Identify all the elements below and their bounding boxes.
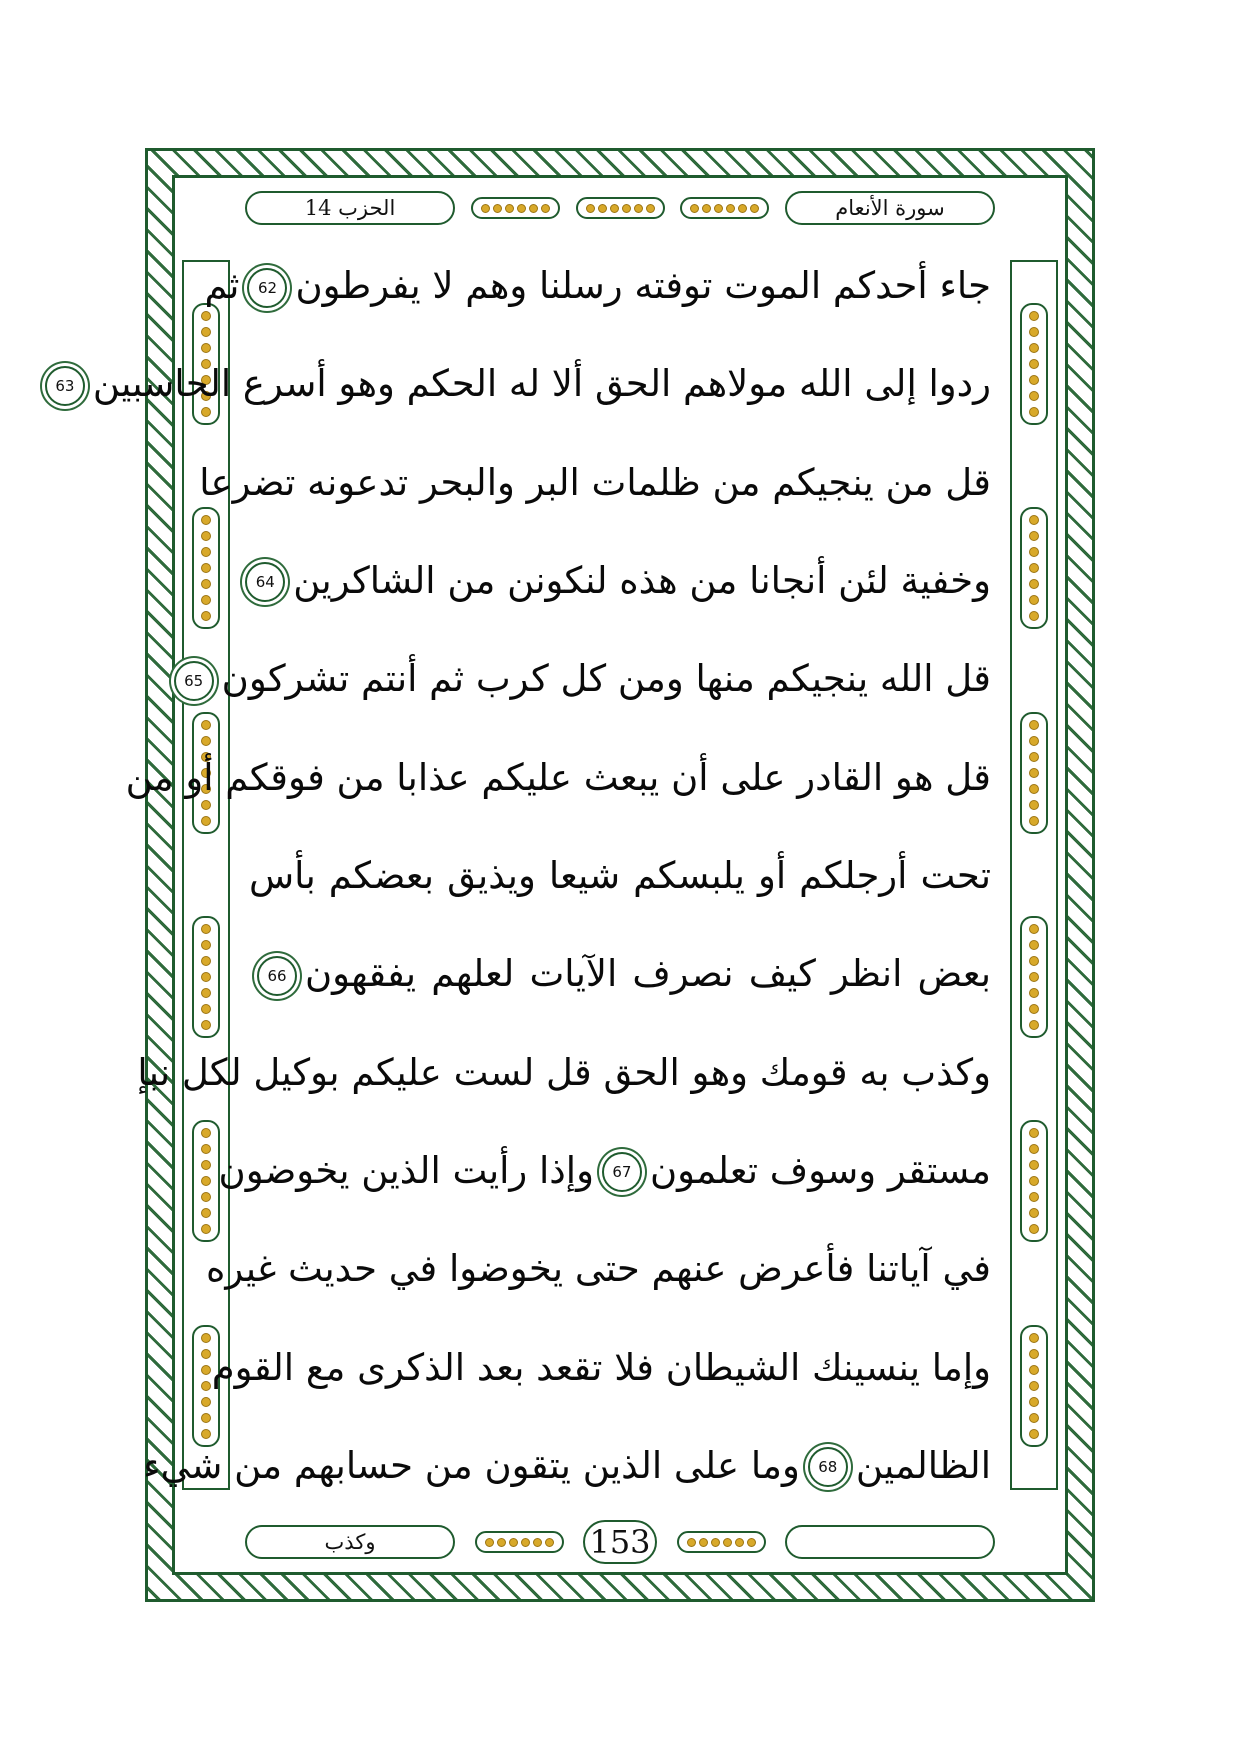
text-line xyxy=(205,1237,991,1301)
hizb-label: الحزب 14 xyxy=(245,191,455,225)
verse-text: تحت أرجلكم أو يلبسكم شيعا ويذيق بعضكم بأس xyxy=(249,853,991,897)
verse-text: قل هو القادر على أن يبعث عليكم عذابا من فوقكم أو من xyxy=(125,755,991,799)
ayah-number-marker: 62 xyxy=(247,268,287,308)
verse-text: في آياتنا فأعرض عنهم حتى يخوضوا في حديث غيره xyxy=(205,1247,991,1291)
ayah-number-marker: 63 xyxy=(45,366,85,406)
header-ornament xyxy=(576,197,665,219)
ornament-medallion xyxy=(1020,1325,1048,1447)
verse-text: الظالمين xyxy=(855,1443,991,1487)
ornament-medallion xyxy=(192,1120,220,1242)
catchword: وكذب xyxy=(245,1525,455,1559)
verse-text: قل الله ينجيكم منها ومن كل كرب ثم أنتم تشركون xyxy=(221,657,991,701)
inner-border xyxy=(55,175,1068,1575)
text-line xyxy=(249,844,991,908)
surah-label: سورة الأنعام xyxy=(785,191,995,225)
header-ornament xyxy=(680,197,769,219)
verse-text: بعض انظر كيف نصرف الآيات لعلهم يفقهون xyxy=(305,952,991,996)
page-frame xyxy=(55,148,1095,1602)
ayah-number-marker: 68 xyxy=(808,1447,848,1487)
verse-text: مستقر وسوف تعلمون xyxy=(649,1148,991,1192)
verse-text: جاء أحدكم الموت توفته رسلنا وهم لا يفرطون xyxy=(295,264,991,307)
text-line xyxy=(211,1336,991,1400)
verse-text: وخفية لئن أنجانا من هذه لنكونن من الشاكرين xyxy=(293,558,991,602)
text-line xyxy=(143,1434,991,1498)
text-line xyxy=(184,647,991,711)
verse-text: قل من ينجيكم من ظلمات البر والبحر تدعونه تضرعا xyxy=(199,460,991,504)
ornament-medallion xyxy=(1020,712,1048,834)
footer-blank-cartouche xyxy=(785,1525,995,1559)
verse-text: وإما ينسينك الشيطان فلا تقعد بعد الذكرى مع القوم xyxy=(211,1345,991,1389)
text-line xyxy=(55,352,991,416)
ornament-medallion xyxy=(192,916,220,1038)
header-ornament xyxy=(471,197,560,219)
page-header xyxy=(245,186,995,230)
quran-text-block xyxy=(55,244,995,1506)
text-line xyxy=(137,1041,991,1105)
footer-ornament xyxy=(677,1531,766,1553)
right-ornament-column xyxy=(1010,260,1058,1490)
ayah-number-marker: 67 xyxy=(602,1152,642,1192)
footer-ornament xyxy=(475,1531,564,1553)
ayah-number-marker: 64 xyxy=(245,562,285,602)
text-line xyxy=(218,1139,991,1203)
verse-text: ردوا إلى الله مولاهم الحق ألا له الحكم وهو أسرع الحاسبين xyxy=(92,362,991,406)
ornament-medallion xyxy=(1020,303,1048,425)
ayah-number-marker: 65 xyxy=(174,661,214,701)
verse-text: وما على الذين يتقون من حسابهم من شيء xyxy=(143,1443,800,1487)
verse-text: وكذب به قومك وهو الحق قل لست عليكم بوكيل لكل نبإ xyxy=(137,1050,991,1094)
text-line xyxy=(125,746,991,810)
verse-text: وإذا رأيت الذين يخوضون xyxy=(218,1148,594,1192)
verse-text: ثم xyxy=(204,264,240,307)
text-line xyxy=(249,942,991,1006)
ornament-medallion xyxy=(1020,507,1048,629)
text-line xyxy=(204,254,991,318)
ornament-medallion xyxy=(1020,916,1048,1038)
text-line xyxy=(249,549,991,613)
left-ornament-column xyxy=(182,260,230,1490)
page-number: 153 xyxy=(583,1520,657,1564)
ornament-medallion xyxy=(192,507,220,629)
page-footer xyxy=(245,1520,995,1564)
ornament-medallion xyxy=(1020,1120,1048,1242)
ayah-number-marker: 66 xyxy=(257,956,297,996)
text-line xyxy=(199,451,991,515)
